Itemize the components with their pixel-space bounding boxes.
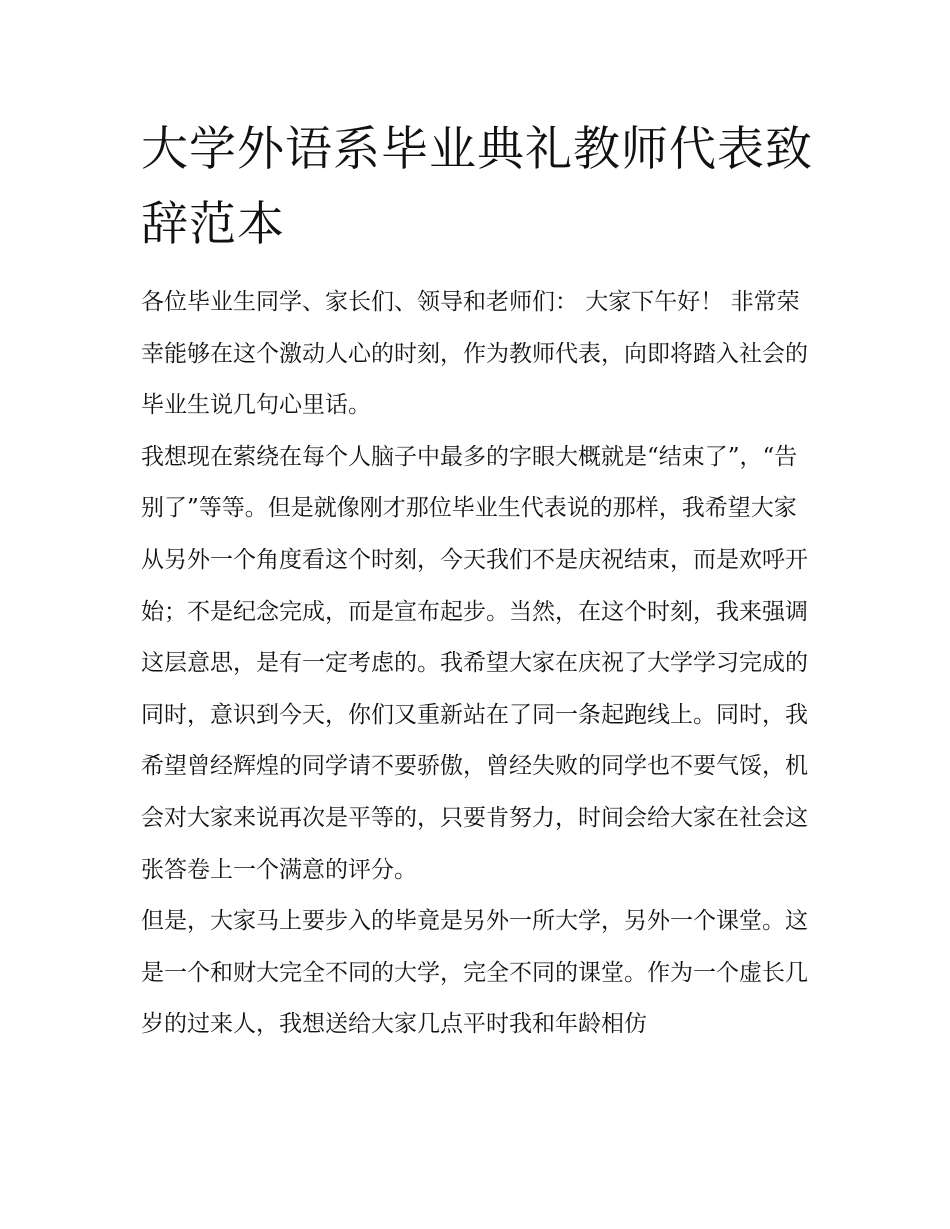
paragraph-greeting: 各位毕业生同学、家长们、领导和老师们： 大家下午好！ 非常荣幸能够在这个激动人心的时刻，作为教师代表，向即将踏入社会的毕业生说几句心里话。 bbox=[141, 289, 808, 419]
document-body bbox=[141, 277, 813, 1051]
document-page bbox=[141, 112, 813, 1051]
document-title: 大学外语系毕业典礼教师代表致辞范本 bbox=[141, 122, 813, 252]
paragraph-continuation: 但是，大家马上要步入的毕竟是另外一所大学，另外一个课堂。这是一个和财大完全不同的大学，完全不同的课堂。作为一个虚长几岁的过来人，我想送给大家几点平时我和年龄相仿 bbox=[141, 908, 808, 1038]
paragraph-main: 我想现在萦绕在每个人脑子中最多的字眼大概就是“结束了”，“告别了”等等。但是就像刚才那位毕业生代表说的那样，我希望大家从另外一个角度看这个时刻，今天我们不是庆祝结束，而是欢呼开始；不是纪念完成，而是宣布起步。当然，在这个时刻，我来强调这层意思，是有一定考虑的。我希望大家在庆祝了大学学习完成的同时，意识到今天，你们又重新站在了同一条起跑线上。同时，我希望曾经辉煌的同学请不要骄傲，曾经失败的同学也不要气馁，机会对大家来说再次是平等的，只要肯努力，时间会给大家在社会这张答卷上一个满意的评分。 bbox=[141, 443, 808, 883]
